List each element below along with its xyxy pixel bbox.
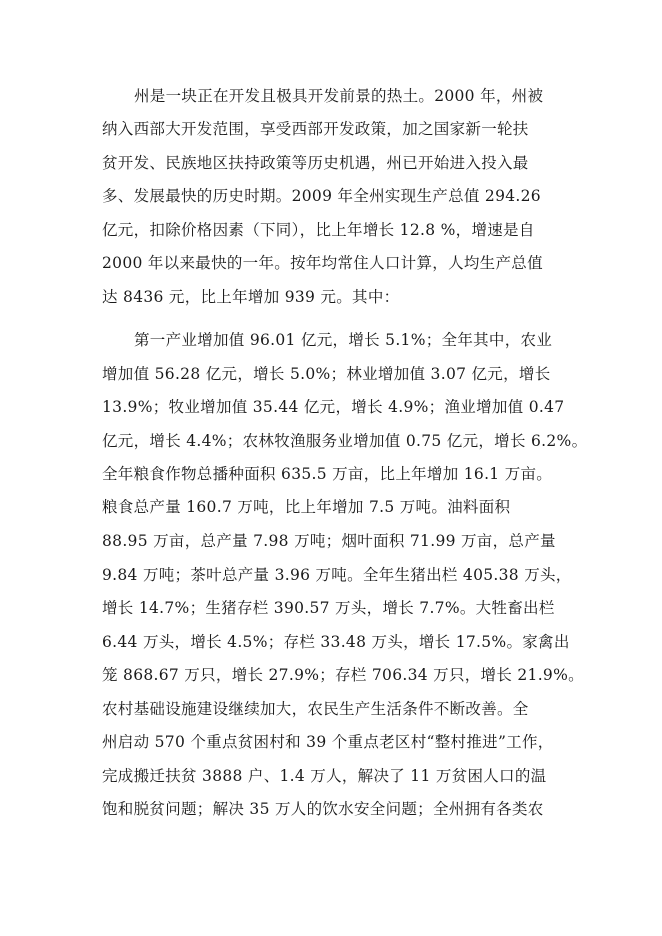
text-line: 粮食总产量 160.7 万吨，比上年增加 7.5 万吨。油料面积 — [102, 498, 511, 516]
text-line: 达 8436 元，比上年增加 939 元。其中： — [102, 288, 400, 306]
text-line: 增长 14.7%；生猪存栏 390.57 万头，增长 7.7%。大牲畜出栏 — [102, 599, 555, 617]
text-line: 农村基础设施建设继续加大，农民生产生活条件不断改善。全 — [102, 700, 529, 718]
text-line: 州是一块正在开发且极具开发前景的热土。2000 年，州被 — [134, 87, 544, 105]
text-line: 贫开发、民族地区扶持政策等历史机遇，州已开始进入投入最 — [102, 154, 529, 172]
text-line: 增加值 56.28 亿元，增长 5.0%；林业增加值 3.07 亿元，增长 — [102, 365, 551, 383]
text-line: 6.44 万头，增长 4.5%；存栏 33.48 万头，增长 17.5%。家禽出 — [102, 633, 570, 651]
text-line: 9.84 万吨；茶叶总产量 3.96 万吨。全年生猪出栏 405.38 万头， — [102, 566, 572, 584]
text-line: 笼 868.67 万只，增长 27.9%；存栏 706.34 万只，增长 21.9%。 — [102, 666, 584, 684]
text-line: 2000 年以来最快的一年。按年均常住人口计算，人均生产总值 — [102, 254, 543, 272]
text-line: 13.9%；牧业增加值 35.44 亿元，增长 4.9%；渔业增加值 0.47 — [102, 398, 565, 416]
text-line: 第一产业增加值 96.01 亿元，增长 5.1%；全年其中，农业 — [134, 331, 553, 349]
text-line: 完成搬迁扶贫 3888 户、1.4 万人，解决了 11 万贫困人口的温 — [102, 767, 547, 785]
text-line: 纳入西部大开发范围，享受西部开发政策，加之国家新一轮扶 — [102, 120, 529, 138]
text-line: 多、发展最快的历史时期。2009 年全州实现生产总值 294.26 — [102, 187, 541, 205]
text-line: 饱和脱贫问题；解决 35 万人的饮水安全问题；全州拥有各类农 — [102, 800, 544, 818]
text-line: 全年粮食作物总播种面积 635.5 万亩，比上年增加 16.1 万亩。 — [102, 465, 553, 483]
text-line: 亿元，扣除价格因素（下同），比上年增长 12.8 %，增速是自 — [102, 221, 535, 239]
text-line: 亿元，增长 4.4%；农林牧渔服务业增加值 0.75 亿元，增长 6.2%。 — [102, 432, 588, 450]
text-line: 88.95 万亩，总产量 7.98 万吨；烟叶面积 71.99 万亩，总产量 — [102, 532, 556, 550]
text-line: 州启动 570 个重点贫困村和 39 个重点老区村“整村推进”工作， — [102, 733, 554, 751]
